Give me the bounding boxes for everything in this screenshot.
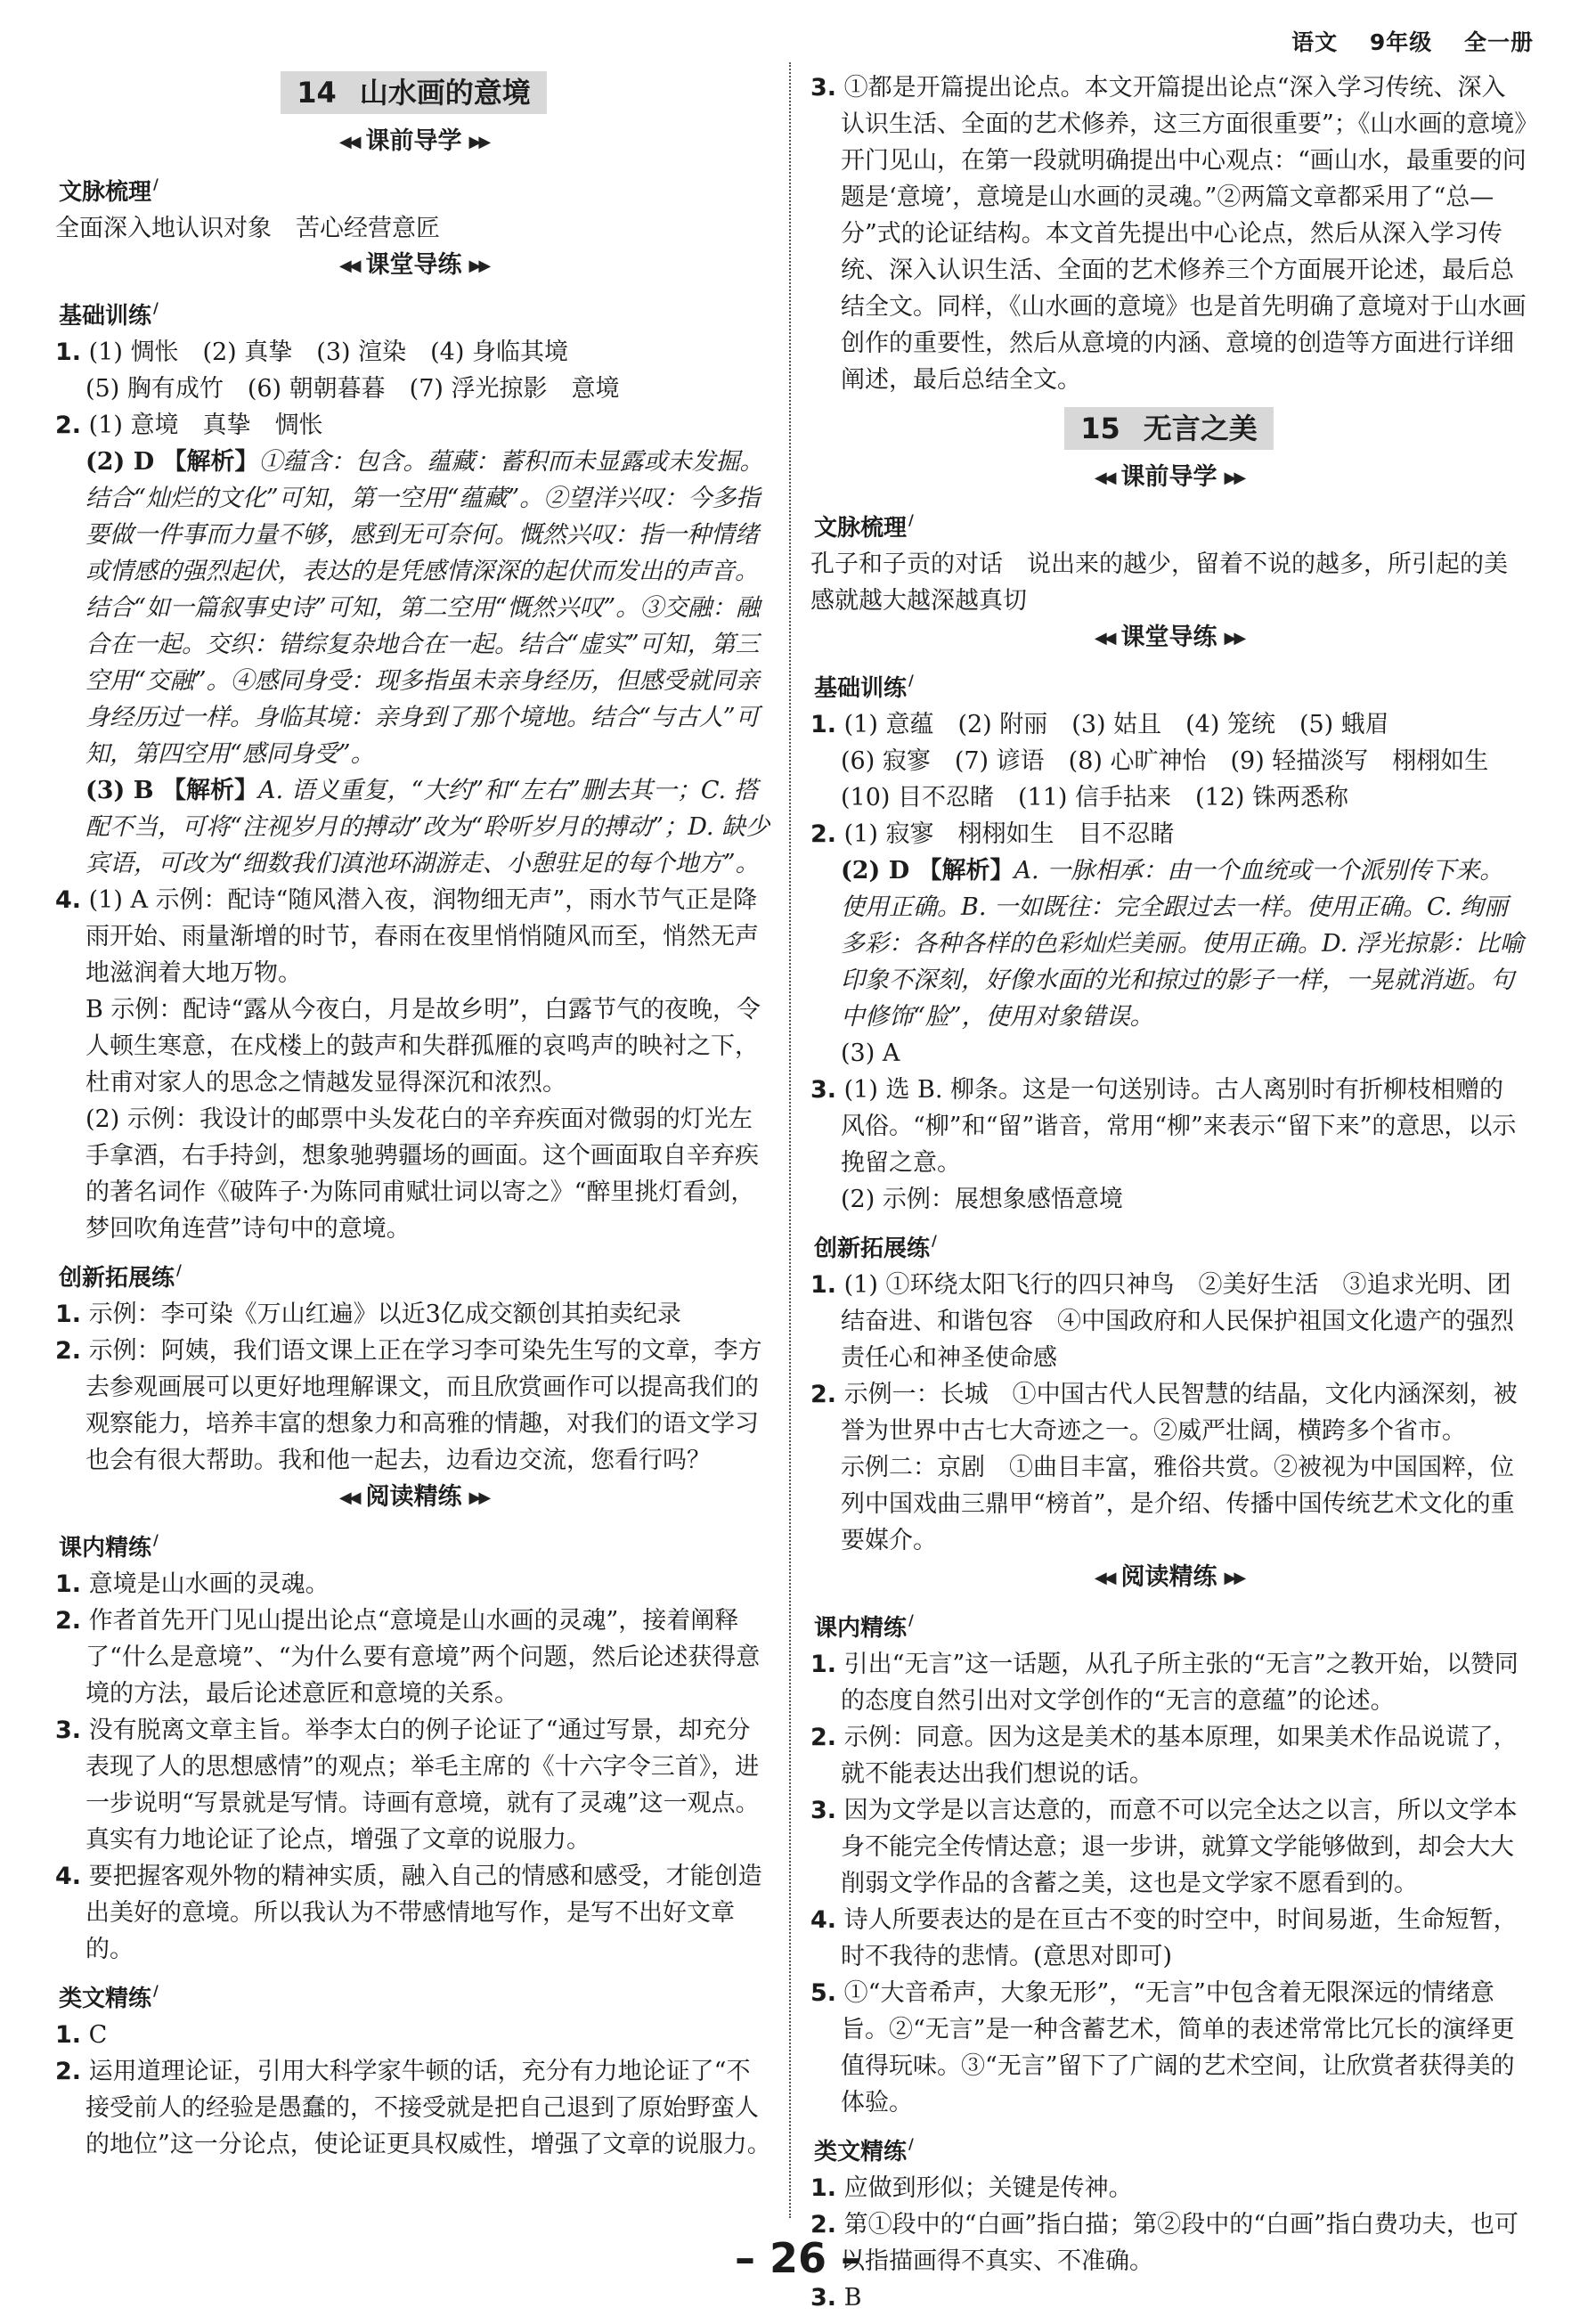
answer-item: 4. 诗人所要表达的是在亘古不变的时空中，时间易逝，生命短暂，时不我待的悲情。(意思对即可) [810, 1906, 1518, 1970]
answer-item: 4. 要把握客观外物的精神实质，融入自己的情感和感受，才能创造出美好的意境。所以我认为不带感情地写作，是写不出好文章的。 [55, 1863, 762, 1963]
answer-item: 1. 引出“无言”这一话题，从孔子所主张的“无言”之教开始，以赞同的态度自然引出对文学创作的“无言的意蕴”的论述。 [810, 1651, 1519, 1715]
answer-item: 2. 示例：阿姨，我们语文课上正在学习李可染先生写的文章，李方去参观画展可以更好地理解课文，而且欣赏画作可以提高我们的观察能力，培养丰富的想象力和高雅的情趣，对我们的语文学习也会有很大帮助。我和他一起去，边看边交流，您看行吗？ [55, 1337, 762, 1474]
double-right-arrow-icon: ▶▶ [468, 257, 489, 275]
answer-analysis: (2) D 【解析】A. 一脉相承：由一个血统或一个派别传下来。使用正确。B. 一如既往：完全跟过去一样。使用正确。C. 绚丽多彩：各种各样的色彩灿烂美丽。使用正确。D. 浮光掠影：比喻印象不深刻，好像水面的光和掠过的影子一样，一晃就消逝。句中修饰“脸”，使用对象错误。 [841, 857, 1524, 1031]
answer-item: 2. 作者首先开门见山提出论点“意境是山水画的灵魂”，接着阐释了“什么是意境”、“为什么要有意境”两个问题，然后论述获得意境的方法，最后论述意匠和意境的关系。 [55, 1607, 761, 1708]
chapter-heading-14 [281, 71, 547, 114]
double-left-arrow-icon: ◀◀ [338, 133, 359, 151]
answer-item: 4. (1) A 示例：配诗“随风潜入夜，润物细无声”，雨水节气正是降雨开始、雨量渐增的时节，春雨在夜里悄悄随风而至，悄然无声地滋润着大地万物。 [55, 886, 759, 987]
answer-line: 示例二：京剧 ①曲目丰富，雅俗共赏。②被视为中国国粹，位列中国戏曲三鼎甲“榜首”，是介绍、传播中国传统艺术文化的重要媒介。 [841, 1454, 1515, 1554]
answer-item: 2. (1) 寂寥 栩栩如生 目不忍睹 [810, 820, 1175, 848]
right-column [810, 69, 1527, 2316]
double-right-arrow-icon: ▶▶ [468, 133, 489, 151]
section-reading: ◀◀ 阅读精练 ▶▶ [338, 1483, 489, 1511]
double-left-arrow-icon: ◀◀ [338, 1488, 359, 1507]
double-right-arrow-icon: ▶▶ [1224, 629, 1244, 648]
answer-line: (6) 寂寥 (7) 谚语 (8) 心旷神怡 (9) 轻描淡写 栩栩如生 [841, 747, 1489, 775]
answer-line: (2) 示例：展想象感悟意境 [841, 1186, 1123, 1213]
double-left-arrow-icon: ◀◀ [1094, 1569, 1114, 1587]
subsection-leiwen: 类文精练 / [810, 2126, 914, 2170]
answer-analysis: (2) D 【解析】①蕴含：包含。蕴藏：蓄积而未显露或未发掘。结合“灿烂的文化”可知，第一空用“蕴藏”。②望洋兴叹：今多指要做一件事而力量不够，感到无可奈何。慨然兴叹：指一种情绪或情感的强烈起伏，表达的是凭感情深深的起伏而发出的声音。结合“如一篇叙事史诗”可知，第二空用“慨然兴叹”。③交融：融合在一起。交织：错综复杂地合在一起。结合“虚实”可知，第三空用“交融”。④感同身受：现多指虽未亲身经历，但感受就同亲身经历过一样。身临其境：亲身到了那个境地。结合“与古人”可知，第四空用“感同身受”。 [86, 448, 764, 768]
double-left-arrow-icon: ◀◀ [1094, 469, 1114, 487]
section-pre-class: ◀◀ 课前导学 ▶▶ [1094, 463, 1244, 491]
left-column [55, 69, 772, 2163]
answer-item: 2. 运用道理论证，引用大科学家牛顿的话，充分有力地论证了“不接受前人的经验是愚蠢的，不接受就是把自己退到了原始野蛮人的地位”这一分论点，使论证更具权威性，增强了文章的说服力。 [55, 2058, 771, 2158]
subsection-chuangxin: 创新拓展练 / [810, 1223, 937, 1267]
double-left-arrow-icon: ◀◀ [338, 257, 359, 275]
answer-line: (2) 示例：我设计的邮票中头发花白的辛弃疾面对微弱的灯光左手拿酒，右手持剑，想象驰骋疆场的画面。这个画面取自辛弃疾的著名词作《破阵子·为陈同甫赋壮词以寄之》“醉里挑灯看剑，梦回吹角连营”诗句中的意境。 [86, 1105, 759, 1243]
chapter-title: 山水画的意境 [359, 76, 531, 110]
answer-item: 3. B [810, 2284, 862, 2312]
answer-item: 1. (1) 意蕴 (2) 附丽 (3) 姑且 (4) 笼统 (5) 蛾眉 [810, 711, 1389, 738]
answer-line: B 示例：配诗“露从今夜白，月是故乡明”，白露节气的夜晚，令人顿生寒意，在戍楼上的鼓声和失群孤雁的哀鸣声的映衬之下，杜甫对家人的思念之情越发显得深沉和浓烈。 [86, 996, 761, 1097]
answer-item: 1. 应做到形似；关键是传神。 [810, 2174, 1133, 2202]
subsection-leiwen: 类文精练 / [55, 1973, 159, 2017]
answer-item: 2. 示例：同意。因为这是美术的基本原理，如果美术作品说谎了，就不能表达出我们想说的话。 [810, 1724, 1518, 1788]
double-right-arrow-icon: ▶▶ [1224, 1569, 1244, 1587]
column-divider [789, 62, 791, 2218]
answer-item: 5. ①“大音希声，大象无形”，“无言”中包含着无限深远的情绪意旨。②“无言”是一种含蓄艺术，简单的表述常常比冗长的演绎更值得玩味。③“无言”留下了广阔的艺术空间，让欣赏者获得美的体验。 [810, 1979, 1515, 2116]
answer-item: 1. (1) ①环绕太阳飞行的四只神鸟 ②美好生活 ③追求光明、团结奋进、和谐包容 ④中国政府和人民保护祖国文化遗产的强烈责任心和神圣使命感 [810, 1271, 1514, 1372]
subsection-wenmai: 文脉梳理 / [55, 167, 159, 210]
subsection-wenmai: 文脉梳理 / [810, 502, 914, 546]
answer-item: 3. ①都是开篇提出论点。本文开篇提出论点“深入学习传统、深入认识生活、全面的艺术修养，这三方面很重要”；《山水画的意境》开门见山，在第一段就明确提出中心观点：“画山水，最重要的问题是‘意境’，意境是山水画的灵魂。”②两篇文章都采用了“总—分”式的论证结构。本文首先提出中心论点，然后从深入学习传统、深入认识生活、全面的艺术修养三个方面展开论述，最后总结全文。同样，《山水画的意境》也是首先明确了意境对于山水画创作的重要性，然后从意境的内涵、意境的创造等方面进行详细阐述，最后总结全文。 [810, 74, 1527, 394]
answer-item: 1. (1) 惆怅 (2) 真挚 (3) 渲染 (4) 身临其境 [55, 338, 568, 366]
answer-item: 3. 没有脱离文章主旨。举李太白的例子论证了“通过写景，却充分表现了人的思想感情”的观点；举毛主席的《十六字令三首》，进一步说明“写景就是写情。诗画有意境，就有了灵魂”这一观点。真实有力地论证了论点，增强了文章的说服力。 [55, 1717, 760, 1854]
answer-item: 1. 示例：李可染《万山红遍》以近3亿成交额创其拍卖纪录 [55, 1301, 681, 1328]
subsection-chuangxin: 创新拓展练 / [55, 1252, 182, 1296]
chapter-heading-15 [1064, 407, 1274, 450]
answer-line: (10) 目不忍睹 (11) 信手拈来 (12) 铢两悉称 [841, 784, 1349, 811]
answer-item: 2. (1) 意境 真挚 惆怅 [55, 412, 323, 439]
answer-item: 2. 示例一：长城 ①中国古代人民智慧的结晶，文化内涵深刻，被誉为世界中古七大奇迹之一。②威严壮阔，横跨多个省市。 [810, 1381, 1518, 1445]
answer-line: (5) 胸有成竹 (6) 朝朝暮暮 (7) 浮光掠影 意境 [86, 375, 620, 403]
answer-analysis: (3) B 【解析】A. 语义重复，“大约”和“左右”删去其一；C. 搭配不当，可将“注视岁月的搏动”改为“聆听岁月的搏动”；D. 缺少宾语，可改为“细数我们滇池环湖游走、小憩驻足的每个地方”。 [86, 777, 770, 877]
header-subject: 语文 [1291, 29, 1339, 55]
wenmai-text: 全面深入地认识对象 苦心经营意匠 [55, 215, 440, 242]
section-reading: ◀◀ 阅读精练 ▶▶ [1094, 1563, 1244, 1591]
subsection-jichu: 基础训练 / [55, 290, 159, 334]
answer-line: (3) A [841, 1040, 900, 1067]
chapter-title: 无言之美 [1143, 412, 1258, 445]
wenmai-text: 孔子和子贡的对话 说出来的越少，留着不说的越多，所引起的美感就越大越深越真切 [810, 550, 1508, 615]
double-right-arrow-icon: ▶▶ [468, 1488, 489, 1507]
header-volume: 全一册 [1463, 29, 1534, 55]
section-in-class: ◀◀ 课堂导练 ▶▶ [338, 251, 489, 279]
subsection-kenei: 课内精练 / [55, 1522, 159, 1566]
answer-item: 1. C [55, 2021, 108, 2049]
page-number: – 26 – [734, 2234, 862, 2282]
answer-item: 3. (1) 选 B. 柳条。这是一句送别诗。古人离别时有折柳枝相赠的风俗。“柳”和“留”谐音，常用“柳”来表示“留下来”的意思，以示挽留之意。 [810, 1076, 1517, 1177]
chapter-number: 14 [297, 76, 337, 110]
header-grade: 9年级 [1369, 29, 1433, 55]
page-header [1268, 25, 1534, 57]
answer-item: 3. 因为文学是以言达意的，而意不可以完全达之以言，所以文学本身不能完全传情达意；退一步讲，就算文学能够做到，却会大大削弱文学作品的含蓄之美，这也是文学家不愿看到的。 [810, 1797, 1518, 1897]
subsection-kenei: 课内精练 / [810, 1602, 914, 1646]
section-in-class: ◀◀ 课堂导练 ▶▶ [1094, 624, 1244, 651]
double-left-arrow-icon: ◀◀ [1094, 629, 1114, 648]
chapter-number: 15 [1080, 412, 1120, 445]
double-right-arrow-icon: ▶▶ [1224, 469, 1244, 487]
answer-item: 2. 第①段中的“白画”指白描；第②段中的“白画”指白费功夫，也可以指描画得不真实、不准确。 [810, 2211, 1519, 2275]
subsection-jichu: 基础训练 / [810, 663, 914, 706]
section-pre-class: ◀◀ 课前导学 ▶▶ [338, 127, 489, 155]
answer-item: 1. 意境是山水画的灵魂。 [55, 1570, 330, 1598]
